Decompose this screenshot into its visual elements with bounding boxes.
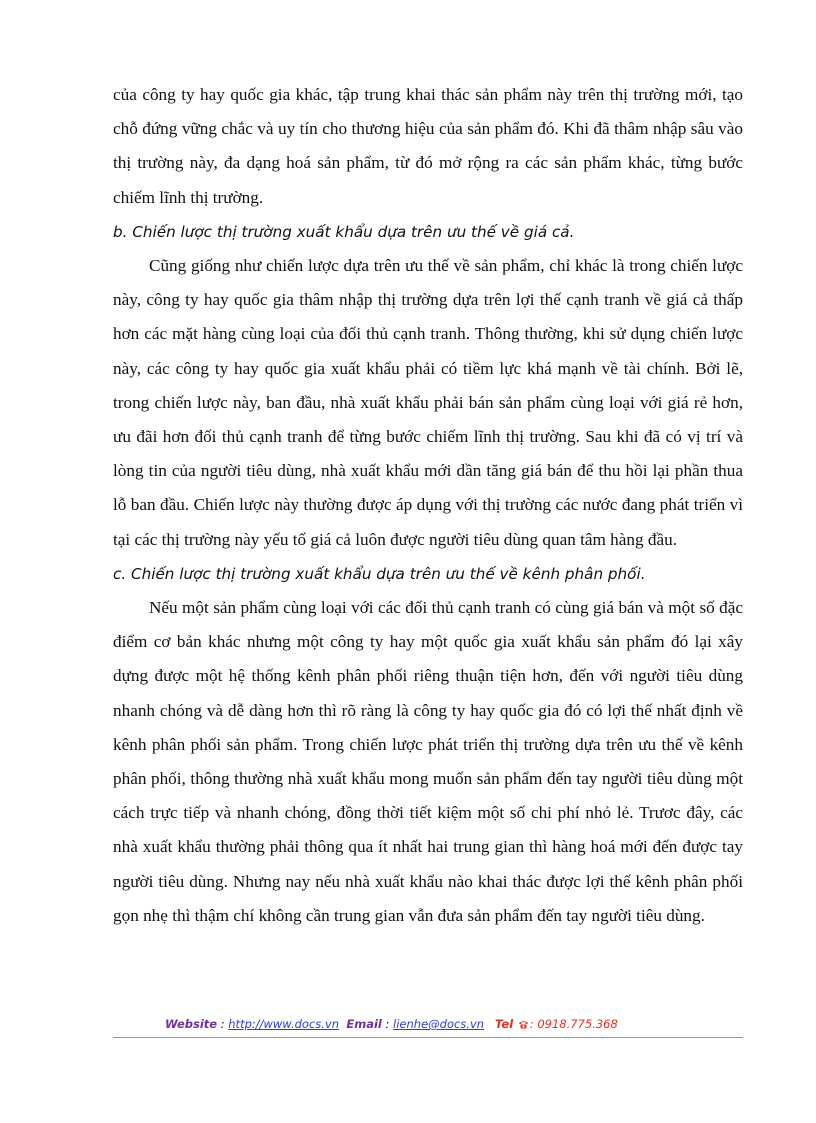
footer-separator: : — [381, 1017, 394, 1031]
footer-website-link[interactable]: http://www.docs.vn — [228, 1017, 340, 1031]
paragraph-continuation: của công ty hay quốc gia khác, tập trung khai thác sản phẩm này trên thị trường mới, tạo chỗ đứng vững chắc và uy tín cho thương hiệu của sản phẩm đó. Khi đã thâm nhập sâu vào thị trường này, đa dạng hoá sản phẩm, từ đó mở rộng ra các sản phẩm khác, từng bước chiếm lĩnh thị trường. — [113, 85, 743, 207]
footer-email-link[interactable]: lienhe@docs.vn — [393, 1017, 485, 1031]
section-heading-b: b. Chiến lược thị trường xuất khẩu dựa trên ưu thế về giá cả. — [113, 222, 575, 241]
footer-divider — [113, 1037, 743, 1038]
paragraph-distribution-strategy: Nếu một sản phẩm cùng loại với các đối thủ cạnh tranh có cùng giá bán và một số đặc điểm cơ bản khác nhưng một công ty hay một quốc gia xuất khẩu sản phẩm đó lại xây dựng được một hệ thống kênh phân phối riêng thuận tiện hơn, đến với người tiêu dùng nhanh chóng và dễ dàng hơn thì rõ ràng là công ty hay quốc gia đó có lợi thế nhất định về kênh phân phối sản phẩm. Trong chiến lược phát triển thị trường dựa trên ưu thế về kênh phân phối, thông thường nhà xuất khẩu mong muốn sản phẩm đến tay người tiêu dùng một cách trực tiếp và nhanh chóng, đồng thời tiết kiệm một số chi phí nhỏ lẻ. Trươc đây, các nhà xuất khẩu thường phải thông qua ít nhất hai trung gian thì hàng hoá mới đến được tay người tiêu dùng. Nhưng nay nếu nhà xuất khẩu nào khai thác được lợi thế kênh phân phối gọn nhẹ thì thậm chí không cần trung gian vẫn đưa sản phẩm đến tay người tiêu dùng. — [113, 598, 743, 925]
footer-website-label: Website — [165, 1017, 218, 1031]
section-heading-c: c. Chiến lược thị trường xuất khẩu dựa trên ưu thế về kênh phân phối. — [113, 564, 646, 583]
footer-email-label: Email — [346, 1017, 382, 1031]
page-footer — [113, 1014, 743, 1038]
footer-separator: : — [217, 1017, 229, 1031]
footer-contact-line — [113, 1014, 743, 1034]
footer-tel-label: Tel — [495, 1017, 514, 1031]
footer-tel-number: : 0918.775.368 — [529, 1017, 618, 1031]
document-body — [113, 78, 743, 933]
telephone-icon — [518, 1015, 529, 1024]
paragraph-price-strategy: Cũng giống như chiến lược dựa trên ưu thế về sản phẩm, chỉ khác là trong chiến lược này, công ty hay quốc gia thâm nhập thị trường dựa trên lợi thế cạnh tranh về giá cả thấp hơn các mặt hàng cùng loại của đối thủ cạnh tranh. Thông thường, khi sử dụng chiến lược này, các công ty hay quốc gia xuất khẩu phải có tiềm lực khá mạnh về tài chính. Bởi lẽ, trong chiến lược này, ban đầu, nhà xuất khẩu phải bán sản phẩm cùng loại với giá rẻ hơn, ưu đãi hơn đối thủ cạnh tranh để từng bước chiếm lĩnh thị trường. Sau khi đã có vị trí và lòng tin của người tiêu dùng, nhà xuất khẩu mới dần tăng giá bán để thu hồi lại phần thua lỗ ban đầu. Chiến lược này thường được áp dụng với thị trường các nước đang phát triển vì tại các thị trường này yếu tố giá cả luôn được người tiêu dùng quan tâm hàng đầu. — [113, 256, 743, 549]
